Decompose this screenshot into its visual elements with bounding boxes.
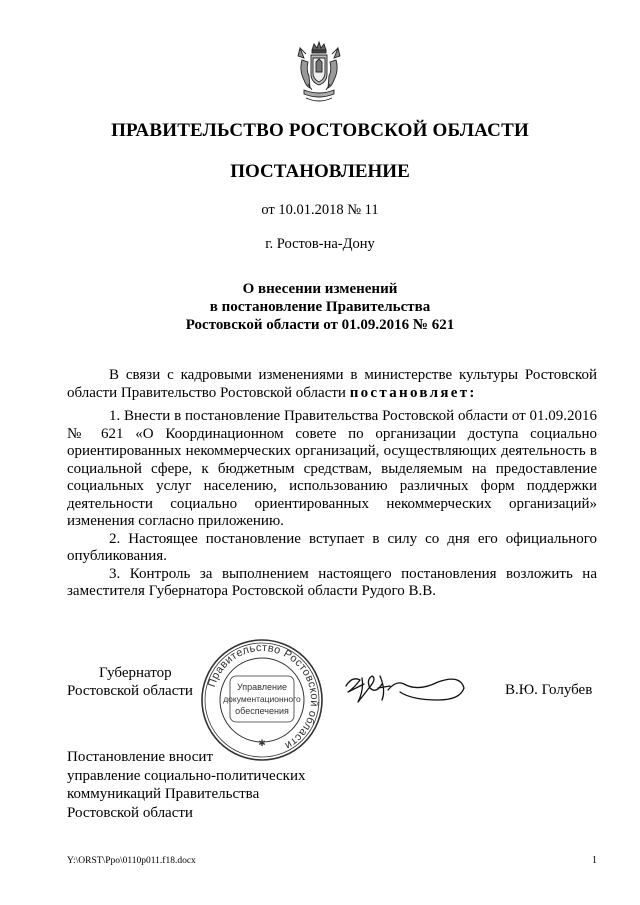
document-type: ПОСТАНОВЛЕНИЕ	[230, 161, 410, 182]
position-line: Ростовской области	[67, 683, 193, 699]
submitter-line: Ростовской области	[67, 804, 193, 821]
place-of-issue: г. Ростов-на-Дону	[265, 236, 375, 252]
document-body	[67, 367, 597, 601]
item-3-paragraph: 3. Контроль за выполнением настоящего постановления возложить на заместителя Губернатора Ростовской области Рудого В.В.	[67, 565, 597, 599]
position-line: Губернатор	[99, 665, 172, 681]
subject-line: в постановление Правительства	[209, 299, 431, 315]
stamp-inner-line: Управление	[236, 682, 288, 692]
decree-word: постановляет:	[349, 384, 477, 401]
signer-name: В.Ю. Голубев	[505, 682, 593, 698]
coat-of-arms-icon	[296, 40, 342, 106]
date-and-number: от 10.01.2018 № 11	[261, 202, 379, 218]
handwritten-signature	[342, 666, 468, 712]
submitter-line: Постановление вносит	[67, 749, 214, 765]
subject-line: Ростовской области от 01.09.2016 № 621	[185, 317, 455, 333]
submitter-line: коммуникаций Правительства	[67, 786, 260, 802]
signatory-position	[67, 664, 193, 700]
item-1-paragraph: 1. Внести в постановление Правительства Ростовской области от 01.09.2016 № 621 «О Координационном совете по организации доступа социально ориентированных некоммерческих организаций, осуществляющих деятельность в социальной сфере, к бюджетным средствам, выделяемым на предоставление социальных услуг населению, использованию различных форм поддержки деятельности социально ориентированных некоммерческих организаций» изменения согласно приложению.	[67, 408, 597, 529]
item-2-paragraph: 2. Настоящее постановление вступает в силу со дня его официального опубликования.	[67, 530, 597, 564]
official-stamp	[200, 638, 324, 762]
page-number: 1	[592, 855, 597, 866]
intro-paragraph: В связи с кадровыми изменениями в министерстве культуры Ростовской области Правительство Ростовской области постановляет:	[67, 367, 597, 401]
submitter-line: управление социально-политических	[67, 767, 306, 784]
stamp-outer-text: Правительство Ростовской области	[205, 641, 321, 752]
document-subject	[0, 280, 640, 334]
organization-title: ПРАВИТЕЛЬСТВО РОСТОВСКОЙ ОБЛАСТИ	[111, 120, 529, 141]
stamp-inner-line: обеспечения	[235, 706, 289, 716]
file-path: Y:\ORST\Ppo\0110p011.f18.docx	[67, 856, 196, 866]
subject-line: О внесении изменений	[242, 281, 398, 297]
svg-text:✱: ✱	[258, 739, 266, 749]
submitter-note	[67, 748, 306, 822]
stamp-inner-line: документационного	[223, 694, 301, 704]
